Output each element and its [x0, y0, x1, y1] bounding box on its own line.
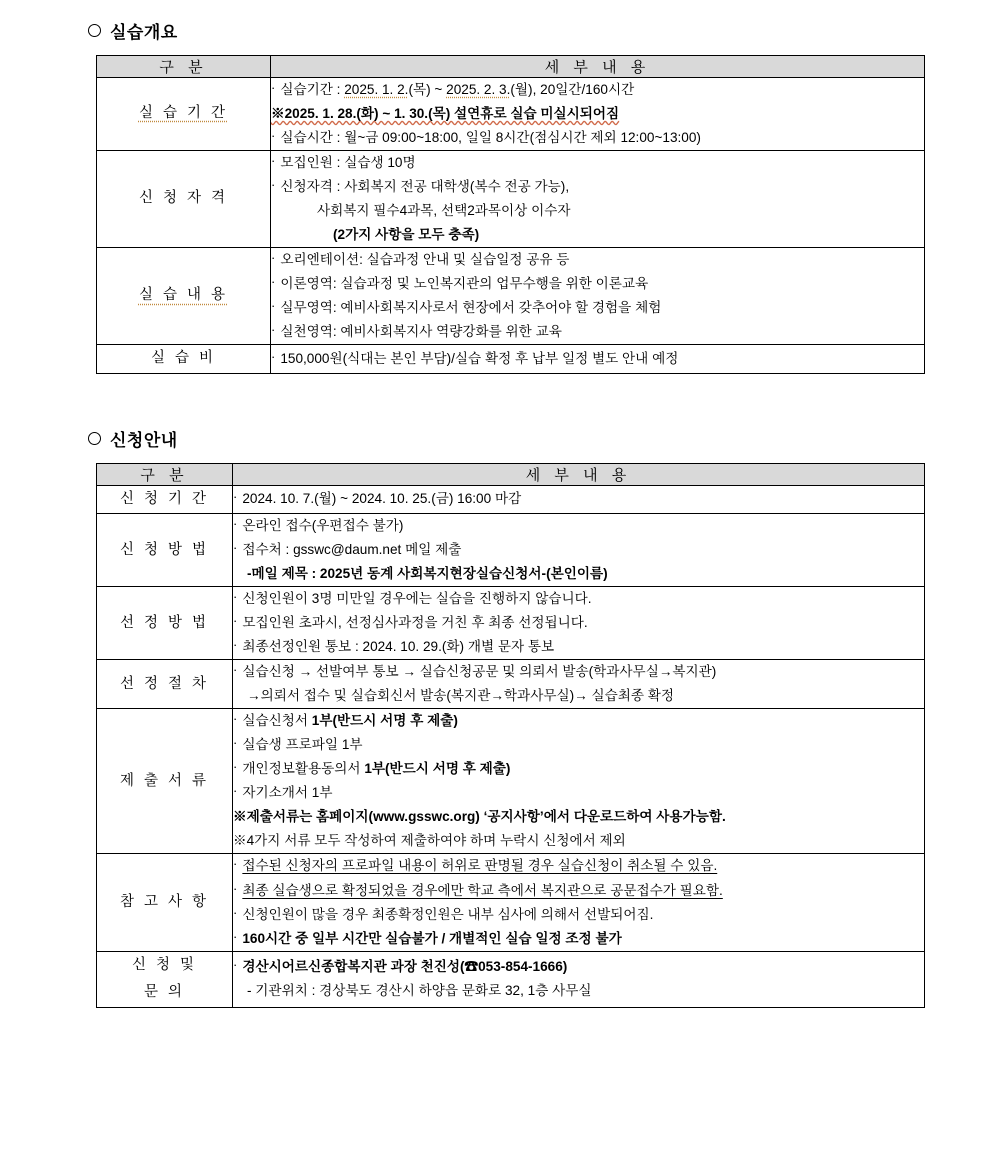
list-item-text: 신청인원이 3명 미만일 경우에는 실습을 진행하지 않습니다.: [242, 591, 592, 607]
list-item: [271, 272, 924, 296]
list-item: [233, 660, 924, 684]
list-item-text: 실습기간 : 2025. 1. 2.(목) ~ 2025. 2. 3.(월), 20일간/160시간: [280, 82, 635, 97]
dot-icon: ·: [271, 177, 276, 193]
dot-icon: ·: [233, 613, 238, 629]
list-item-text: 최종선정인원 통보 : 2024. 10. 29.(화) 개별 문자 통보: [242, 639, 555, 655]
list-item: [233, 514, 924, 538]
list-item-text: 150,000원(식대는 본인 부담)/실습 확정 후 납부 일정 별도 안내 예정: [280, 350, 679, 366]
list-item: [271, 248, 924, 272]
column-header-division: 구 분: [97, 463, 233, 485]
list-item: [271, 151, 924, 175]
dot-icon: ·: [233, 516, 238, 532]
row-label-fee: 실 습 비: [97, 345, 271, 374]
dot-icon: ·: [271, 322, 276, 338]
dot-icon: ·: [271, 298, 276, 314]
list-item-text: ※4가지 서류 모두 작성하여 제출하여야 하며 누락시 신청에서 제외: [233, 833, 626, 849]
dot-icon: ·: [233, 637, 238, 653]
row-detail-documents: [233, 709, 925, 854]
list-item-text: 오리엔테이션: 실습과정 안내 및 실습일정 공유 등: [280, 252, 570, 268]
list-item: [233, 635, 924, 659]
list-item: [233, 538, 924, 562]
section-heading-overview: [88, 18, 992, 43]
row-label-qualification: 신 청 자 격: [97, 151, 271, 248]
row-detail-qualification: [271, 151, 925, 248]
list-item: [233, 757, 924, 781]
dot-icon: ·: [233, 904, 238, 920]
row-detail-selection-process: [233, 660, 925, 709]
list-item: [233, 955, 924, 979]
list-item: [271, 296, 924, 320]
row-detail-contact: [233, 951, 925, 1007]
application-table: [96, 463, 925, 1008]
row-detail-practice-content: [271, 248, 925, 345]
dot-icon: ·: [233, 662, 238, 678]
column-header-division: 구 분: [97, 56, 271, 78]
row-label-selection-process: 선 정 절 차: [97, 660, 233, 709]
table-row: [97, 951, 925, 1007]
table-row: [97, 709, 925, 854]
list-item-text: 실습시간 : 월~금 09:00~18:00, 일일 8시간(점심시간 제외 12:00~13:00): [280, 130, 701, 146]
table-row: [97, 660, 925, 709]
dot-icon: ·: [233, 711, 238, 727]
list-item: [271, 175, 924, 199]
overview-table: [96, 55, 925, 374]
section-spacer: [0, 374, 992, 418]
list-item: [233, 487, 924, 511]
dot-icon: ·: [271, 250, 276, 266]
list-item-text: 접수된 신청자의 프로파일 내용이 허위로 판명될 경우 실습신청이 취소될 수 있음.: [242, 858, 718, 874]
row-label-contact: [97, 951, 233, 1007]
list-item-text: 160시간 중 일부 시간만 실습불가 / 개별적인 실습 일정 조정 불가: [242, 930, 622, 946]
row-detail-application-method: [233, 514, 925, 587]
list-item-text: 실습신청 → 선발여부 통보 → 실습신청공문 및 의뢰서 발송(학과사무실→복지관): [242, 664, 717, 680]
column-header-details: 세 부 내 용: [233, 463, 925, 485]
list-item-text: -메일 제목 : 2025년 동계 사회복지현장실습신청서-(본인이름): [247, 566, 608, 582]
row-detail-notes: [233, 854, 925, 951]
list-item-text: 경산시어르신종합복지관 과장 천진성(☎053-854-1666): [242, 959, 568, 975]
list-item-text: 실습신청서 1부(반드시 서명 후 제출): [242, 713, 458, 729]
list-item: [233, 854, 924, 878]
list-item-text: →의뢰서 접수 및 실습회신서 발송(복지관→학과사무실)→ 실습최종 확정: [247, 688, 675, 704]
list-item-text: 2024. 10. 7.(월) ~ 2024. 10. 25.(금) 16:00 마감: [242, 491, 522, 507]
row-label-application-method: 신 청 방 법: [97, 514, 233, 587]
list-item: [271, 347, 924, 371]
row-label-contact-line2: 문 의: [143, 984, 186, 1001]
dot-icon: ·: [233, 759, 238, 775]
table-row: [97, 485, 925, 514]
dot-icon: ·: [233, 540, 238, 556]
dot-icon: ·: [271, 274, 276, 290]
dot-icon: ·: [271, 80, 276, 95]
row-label-documents: 제 출 서 류: [97, 709, 233, 854]
list-item: [233, 927, 924, 951]
list-item-text: 실무영역: 예비사회복지사로서 현장에서 갖추어야 할 경험을 체험: [280, 300, 662, 316]
table-header-row: [97, 56, 925, 78]
dot-icon: ·: [233, 856, 238, 872]
section-title: 신청안내: [110, 430, 178, 450]
row-detail-practice-period: [271, 78, 925, 151]
list-item: [271, 126, 924, 150]
list-item-text: 실습생 프로파일 1부: [242, 737, 363, 753]
list-item-text: 이론영역: 실습과정 및 노인복지관의 업무수행을 위한 이론교육: [280, 276, 649, 292]
dot-icon: ·: [233, 928, 238, 944]
table-row: [97, 78, 925, 151]
dot-icon: ·: [233, 957, 238, 973]
dot-icon: ·: [233, 489, 238, 505]
list-item-text: ※제출서류는 홈페이지(www.gsswc.org) ‘공지사항’에서 다운로드하여 사용가능함.: [233, 809, 726, 825]
list-item-text: 신청인원이 많을 경우 최종확정인원은 내부 심사에 의해서 선발되어짐.: [242, 906, 654, 922]
list-item-text: 모집인원 초과시, 선정심사과정을 거친 후 최종 선정됩니다.: [242, 615, 588, 631]
section-heading-application: [88, 426, 992, 451]
circle-bullet-icon: [88, 24, 101, 37]
column-header-details: 세 부 내 용: [271, 56, 925, 78]
dot-icon: ·: [233, 783, 238, 799]
row-label-application-period: 신 청 기 간: [97, 485, 233, 514]
list-item: [233, 781, 924, 805]
list-item-text: 개인정보활용동의서 1부(반드시 서명 후 제출): [242, 761, 511, 777]
section-application: [0, 426, 992, 1008]
row-detail-fee: [271, 345, 925, 374]
row-detail-application-period: [233, 485, 925, 514]
dot-icon: ·: [271, 348, 276, 364]
list-item-text: 접수처 : gsswc@daum.net 메일 제출: [242, 542, 462, 558]
section-title: 실습개요: [110, 23, 178, 42]
table-row: [97, 345, 925, 374]
list-item: [233, 587, 924, 611]
dot-icon: ·: [271, 153, 276, 169]
table-header-row: [97, 463, 925, 485]
list-item-text: 사회복지 필수4과목, 선택2과목이상 이수자: [317, 203, 571, 219]
row-label-selection-method: 선 정 방 법: [97, 587, 233, 660]
list-item: [271, 78, 924, 102]
dot-icon: ·: [271, 128, 276, 144]
table-row: [97, 151, 925, 248]
table-row: [97, 854, 925, 951]
list-item-text: 최종 실습생으로 확정되었을 경우에만 학교 측에서 복지관으로 공문접수가 필요함.: [242, 882, 723, 898]
table-row: [97, 587, 925, 660]
list-item-text: 모집인원 : 실습생 10명: [280, 155, 416, 171]
list-item: [233, 611, 924, 635]
list-item: [271, 320, 924, 344]
table-row: [97, 514, 925, 587]
list-item: [233, 903, 924, 927]
row-label-contact-line1: 신 청 및: [131, 956, 198, 973]
table-row: [97, 248, 925, 345]
list-item-text: - 기관위치 : 경상북도 경산시 하양읍 문화로 32, 1층 사무실: [247, 983, 592, 999]
row-label-notes: 참 고 사 항: [97, 854, 233, 951]
list-item: [271, 102, 924, 126]
list-item-text: 온라인 접수(우편접수 불가): [242, 518, 404, 534]
section-overview: [0, 18, 992, 374]
list-item-text: (2가지 사항을 모두 충족): [333, 227, 480, 243]
list-item: [233, 733, 924, 757]
list-item-text: 실천영역: 예비사회복지사 역량강화를 위한 교육: [280, 324, 562, 340]
dot-icon: ·: [233, 735, 238, 751]
list-item-text: 자기소개서 1부: [242, 785, 333, 801]
dot-icon: ·: [233, 589, 238, 605]
row-label-practice-period: 실 습 기 간: [97, 78, 271, 151]
list-item-text: 신청자격 : 사회복지 전공 대학생(복수 전공 가능),: [280, 179, 570, 195]
list-item: [233, 709, 924, 733]
list-item-text: ※2025. 1. 28.(화) ~ 1. 30.(목) 설연휴로 실습 미실시되어짐: [271, 106, 620, 122]
row-label-practice-content: 실 습 내 용: [97, 248, 271, 345]
list-item: [233, 879, 924, 903]
circle-bullet-icon: [88, 432, 101, 445]
row-detail-selection-method: [233, 587, 925, 660]
dot-icon: ·: [233, 880, 238, 896]
